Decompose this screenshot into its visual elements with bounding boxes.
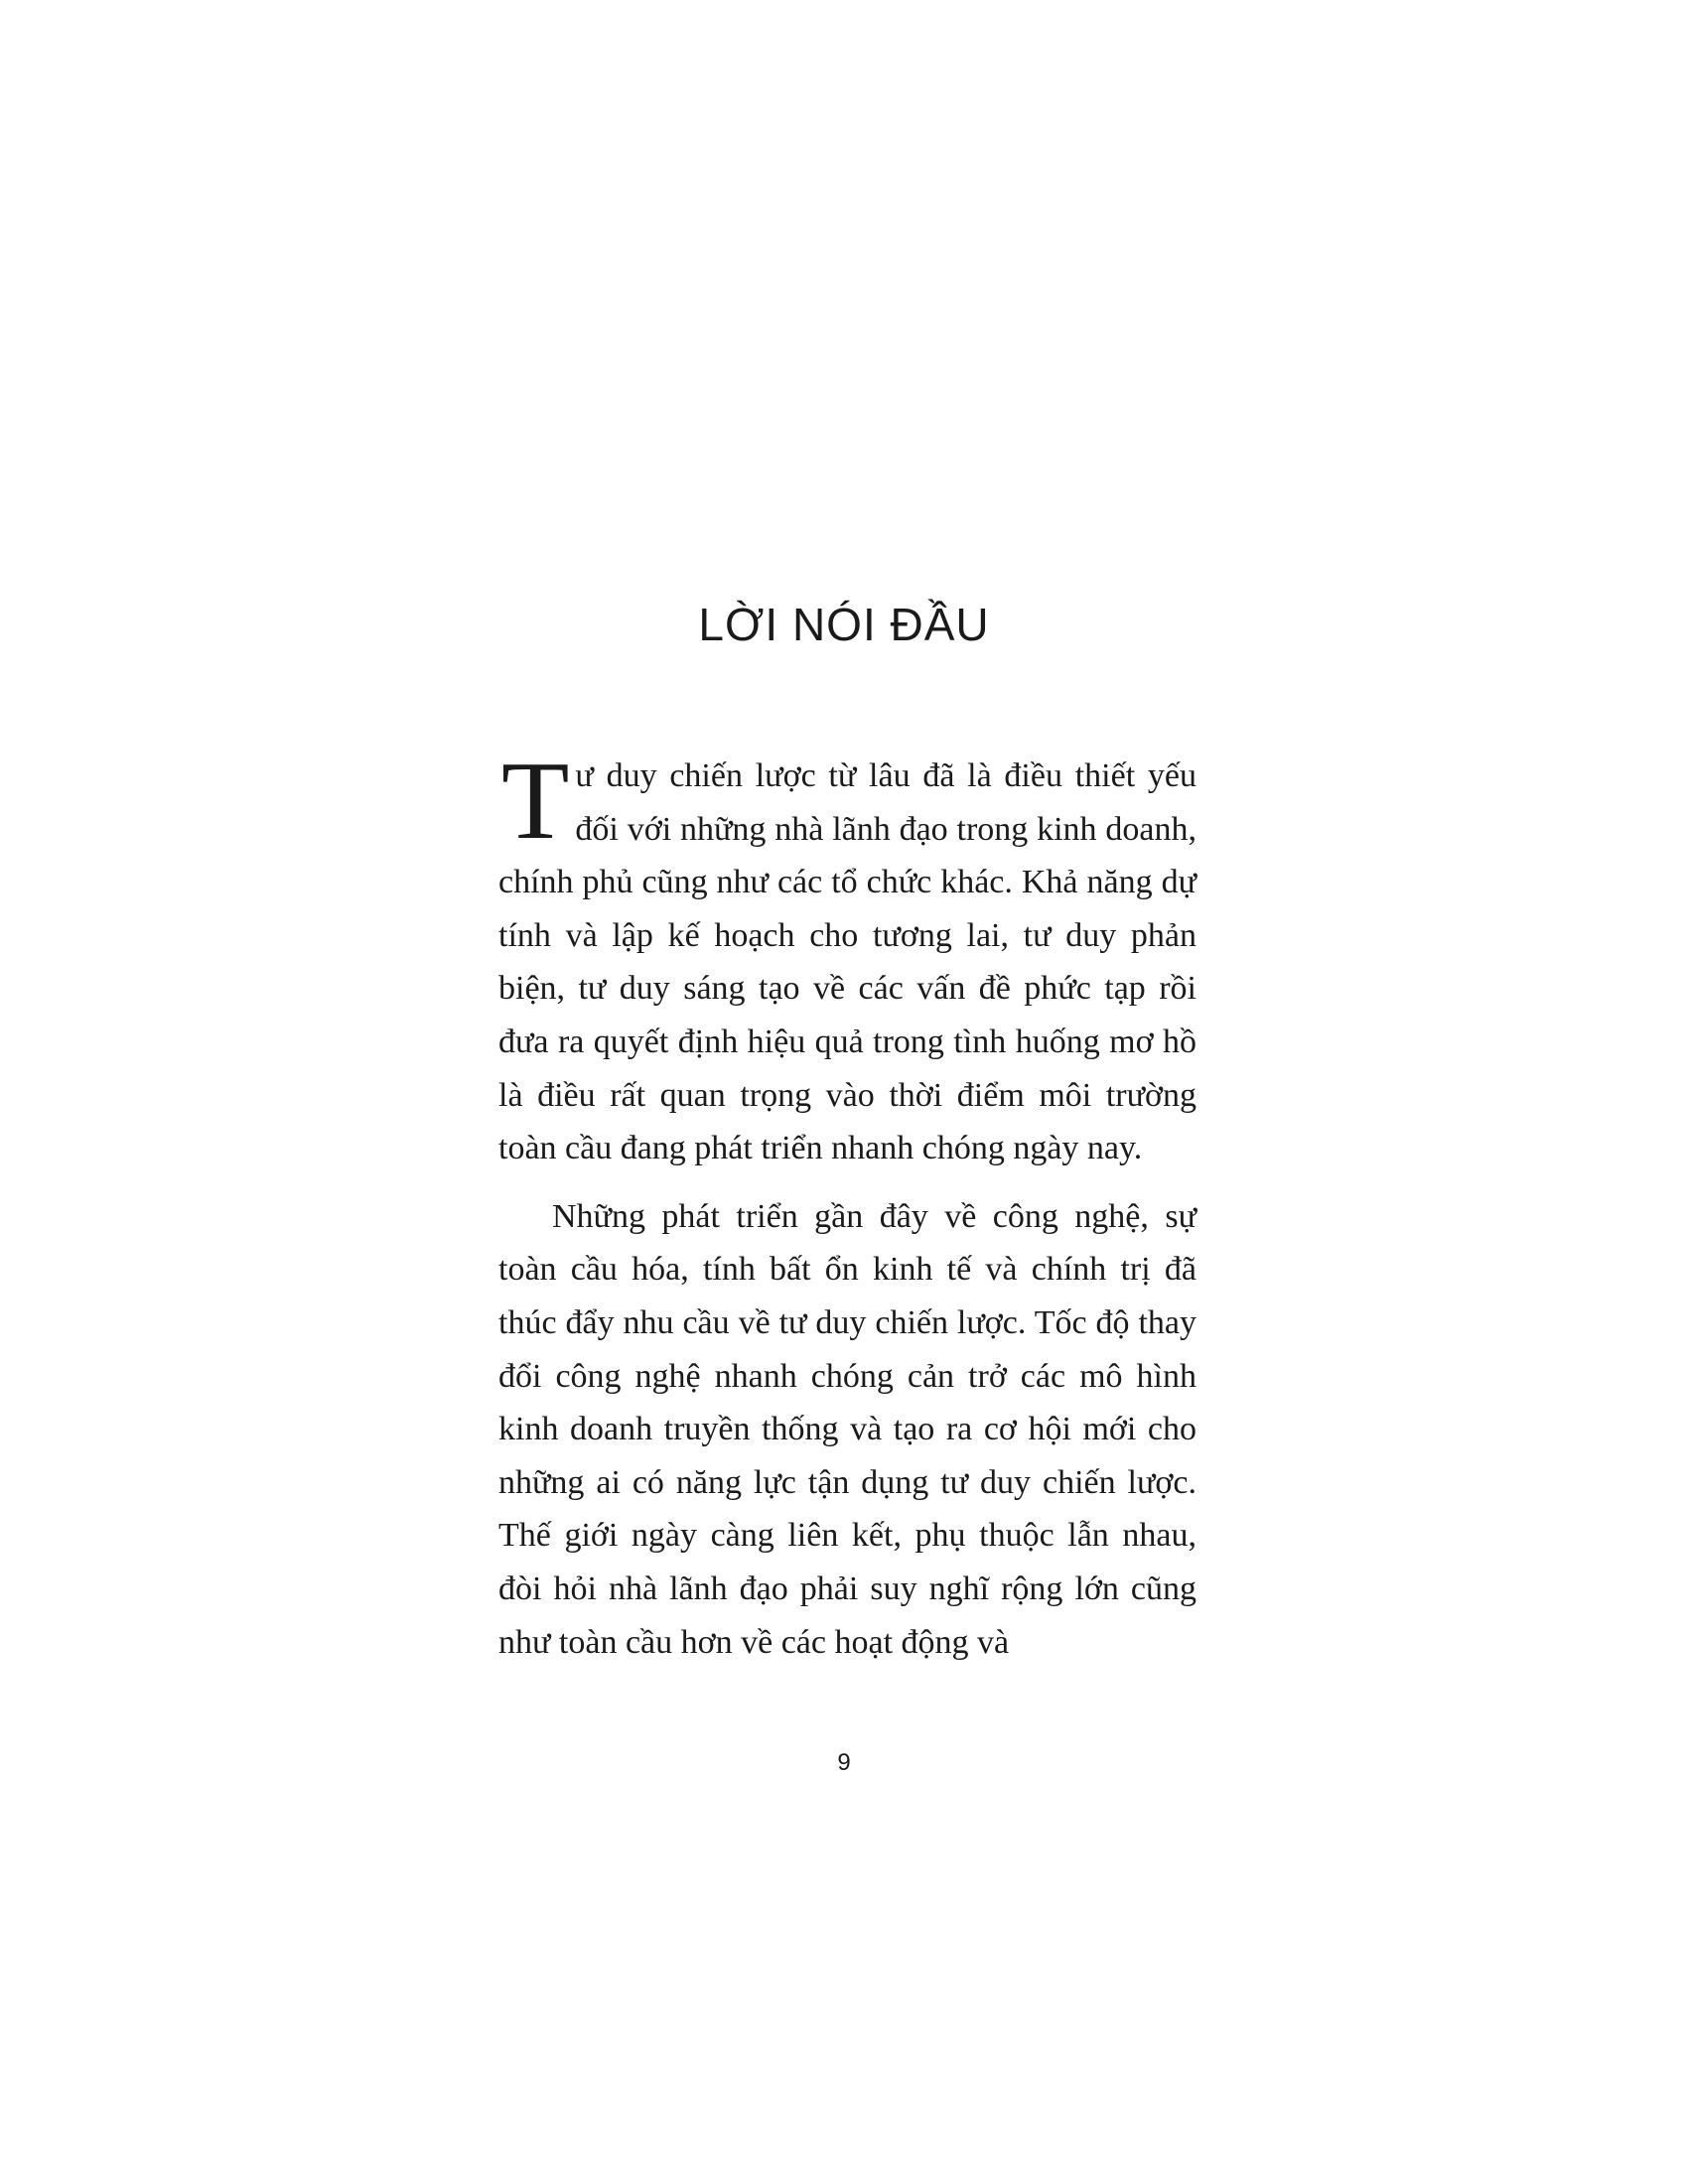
paragraph-1 (498, 740, 1196, 1175)
body-text (498, 740, 1196, 1669)
paragraph-2: Những phát triển gần đây về công nghệ, sự toàn cầu hóa, tính bất ổn kinh tế và chính trị đã thúc đẩy nhu cầu về tư duy chiến lược. Tốc độ thay đổi công nghệ nhanh chóng cản trở các mô hình kinh doanh truyền thống và tạo ra cơ hội mới cho những ai có năng lực tận dụng tư duy chiến lược. Thế giới ngày càng liên kết, phụ thuộc lẫn nhau, đòi hỏi nhà lãnh đạo phải suy nghĩ rộng lớn cũng như toàn cầu hơn về các hoạt động và (498, 1197, 1196, 1661)
page-number: 9 (837, 1749, 851, 1776)
paragraph-1-text: ư duy chiến lược từ lâu đã là điều thiết yếu đối với những nhà lãnh đạo trong kinh doanh, chính phủ cũng như các tổ chức khác. Khả năng dự tính và lập kế hoạch cho tương lai, tư duy phản biện, tư duy sáng tạo về các vấn đề phức tạp rồi đưa ra quyết định hiệu quả trong tình huống mơ hồ là điều rất quan trọng vào thời điểm môi trường toàn cầu đang phát triển nhanh chóng ngày nay. (498, 757, 1196, 1167)
drop-cap: T (501, 740, 570, 863)
chapter-title: LỜI NÓI ĐẦU (698, 599, 990, 650)
